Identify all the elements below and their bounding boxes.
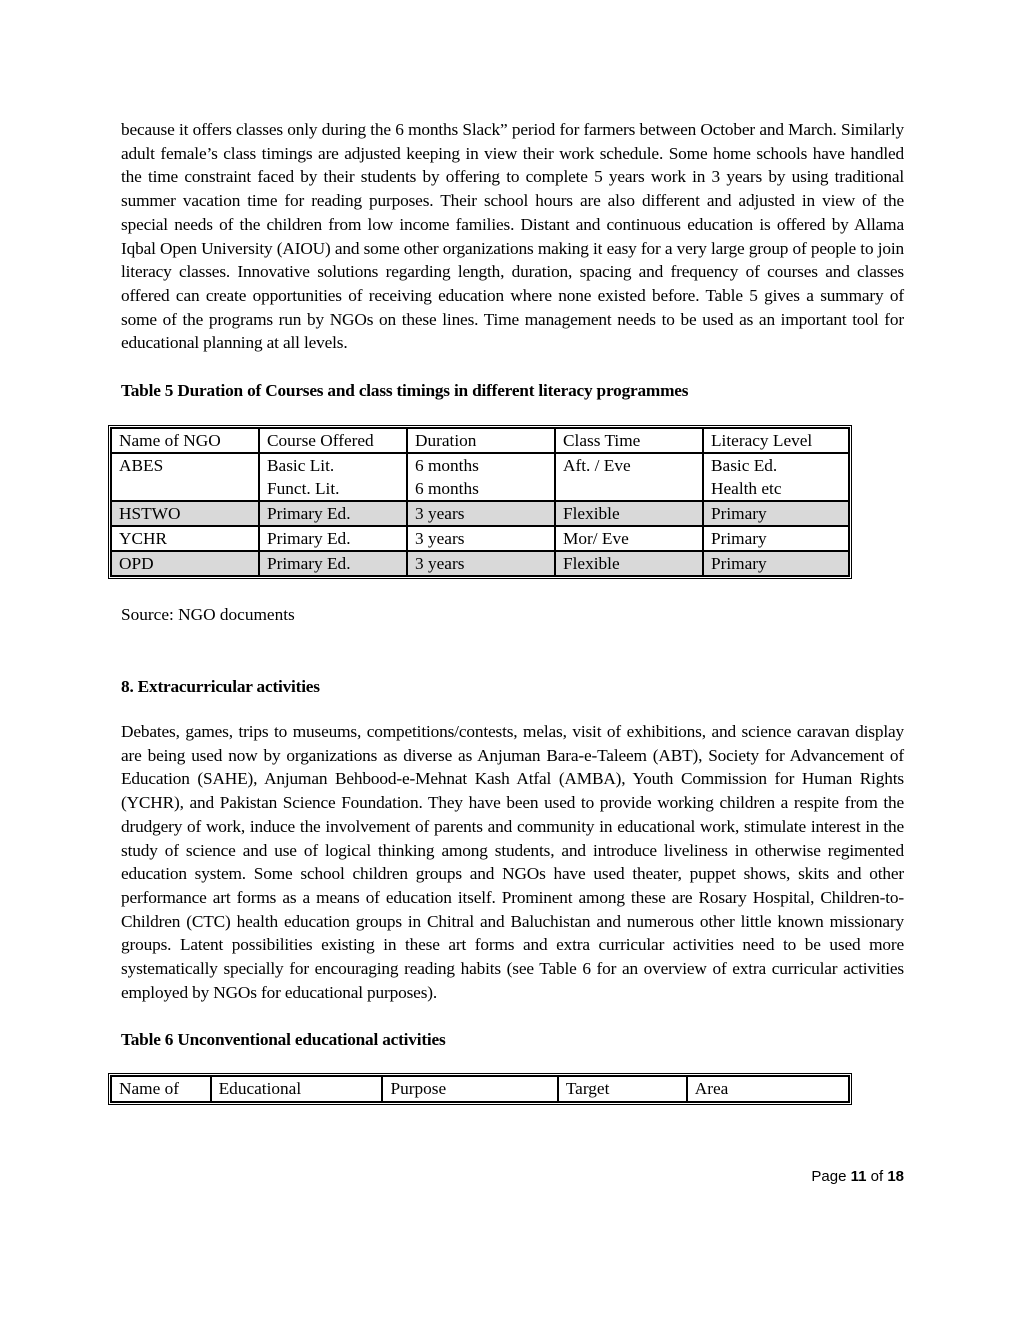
table5-cell-duration: 3 years [407,501,555,526]
table5-header-row [111,428,849,453]
page-footer [811,1167,904,1187]
table5-cell-level-line: Health etc [711,479,782,499]
table5-header-literacy-level: Literacy Level [703,428,849,453]
footer-page-current: 11 [850,1168,867,1185]
table5-cell-level-line: Basic Ed. [711,456,778,476]
table5-cell-ngo: OPD [111,551,259,576]
table5-cell-level: Primary [703,526,849,551]
table5-caption: Table 5 Duration of Courses and class timings in different literacy programmes [121,381,689,401]
table5-cell-duration: 3 years [407,551,555,576]
table6-header-target: Target [558,1076,687,1102]
table5-header-ngo: Name of NGO [111,428,259,453]
table-row [111,501,849,526]
table5-cell-class-time: Mor/ Eve [555,526,703,551]
table-row [111,551,849,576]
table5-cell-class-time: Flexible [555,551,703,576]
table5-header-duration: Duration [407,428,555,453]
table6-header-purpose: Purpose [382,1076,557,1102]
document-page [121,118,904,1105]
footer-page-total: 18 [887,1168,904,1185]
table5-cell-level: Primary [703,501,849,526]
table5-header-course: Course Offered [259,428,407,453]
paragraph-extracurricular: Debates, games, trips to museums, competitions/contests, melas, visit of exhibitions, and science caravan display are being used now by organizations as diverse as Anjuman Bara-e-Taleem (ABT), Society for Advancement of Education (SAHE), Anjuman Behbood-e-Mehnat Kash Atfal (AMBA), Youth Commission for Human Rights (YCHR), and Pakistan Science Foundation. They have been used to provide working children a respite from the drudgery of work, induce the involvement of parents and community in educational work, stimulate interest in the study of science and use of logical thinking among students, and introduce liveliness in otherwise regimented education system. Some school children groups and NGOs have used theater, puppet shows, skits and other performance art forms as a means of education itself. Prominent among these are Rosary Hospital, Children-to-Children (CTC) health education groups in Chitral and Baluchistan and numerous other little known missionary groups. Latent possibilities existing in these art forms and extra curricular activities need to be used more systematically specially for encouraging reading habits (see Table 6 for an overview of extra curricular activities employed by NGOs for educational purposes). [121,722,904,1002]
table6-header-name: Name of [111,1076,211,1102]
table5-cell-duration: 3 years [407,526,555,551]
table5-cell-class-time: Aft. / Eve [555,453,703,501]
table5-cell-level: Primary [703,551,849,576]
table-row [111,526,849,551]
table5-cell-duration-line: 6 months [415,456,479,476]
section-heading-extracurricular: 8. Extracurricular activities [121,677,320,697]
table5-header-class-time: Class Time [555,428,703,453]
table5-cell-course [259,453,407,501]
paragraph-time-management: because it offers classes only during the 6 months Slack” period for farmers between October and March. Similarly adult female’s class timings are adjusted keeping in view their work schedule. Some home schools have handled the time constraint faced by their students by offering to complete 5 years work in 3 years by using traditional summer vacation time for reading purposes. Their school hours are also different and adjusted in view of the special needs of the children from low income families. Distant and continuous education is offered by Allama Iqbal Open University (AIOU) and some other organizations making it easy for a very large group of people to join literacy classes. Innovative solutions regarding length, duration, spacing and frequency of courses and classes offered can create opportunities of receiving education where none existed before. Table 5 gives a summary of some of the programs run by NGOs on these lines. Time management needs to be used as an important tool for educational planning at all levels. [121,120,904,353]
table5-cell-class-time: Flexible [555,501,703,526]
table5-cell-ngo: YCHR [111,526,259,551]
table5-cell-level [703,453,849,501]
footer-page-prefix: Page [811,1168,851,1185]
table5-cell-course-line: Basic Lit. [267,456,335,476]
table5-cell-duration [407,453,555,501]
table5-cell-ngo: ABES [111,453,259,501]
table5-cell-course: Primary Ed. [259,526,407,551]
table5-cell-course-line: Funct. Lit. [267,479,340,499]
table6-header-educational: Educational [211,1076,383,1102]
table6-caption: Table 6 Unconventional educational activities [121,1030,446,1050]
table6 [108,1073,852,1105]
table5-cell-course: Primary Ed. [259,551,407,576]
table5-cell-course: Primary Ed. [259,501,407,526]
table-row [111,453,849,501]
table6-header-area: Area [687,1076,849,1102]
table6-header-row [111,1076,849,1102]
table5-cell-ngo: HSTWO [111,501,259,526]
table5-cell-duration-line: 6 months [415,479,479,499]
table5-source: Source: NGO documents [121,605,295,625]
table5 [108,425,852,579]
footer-page-middle: of [866,1168,888,1185]
